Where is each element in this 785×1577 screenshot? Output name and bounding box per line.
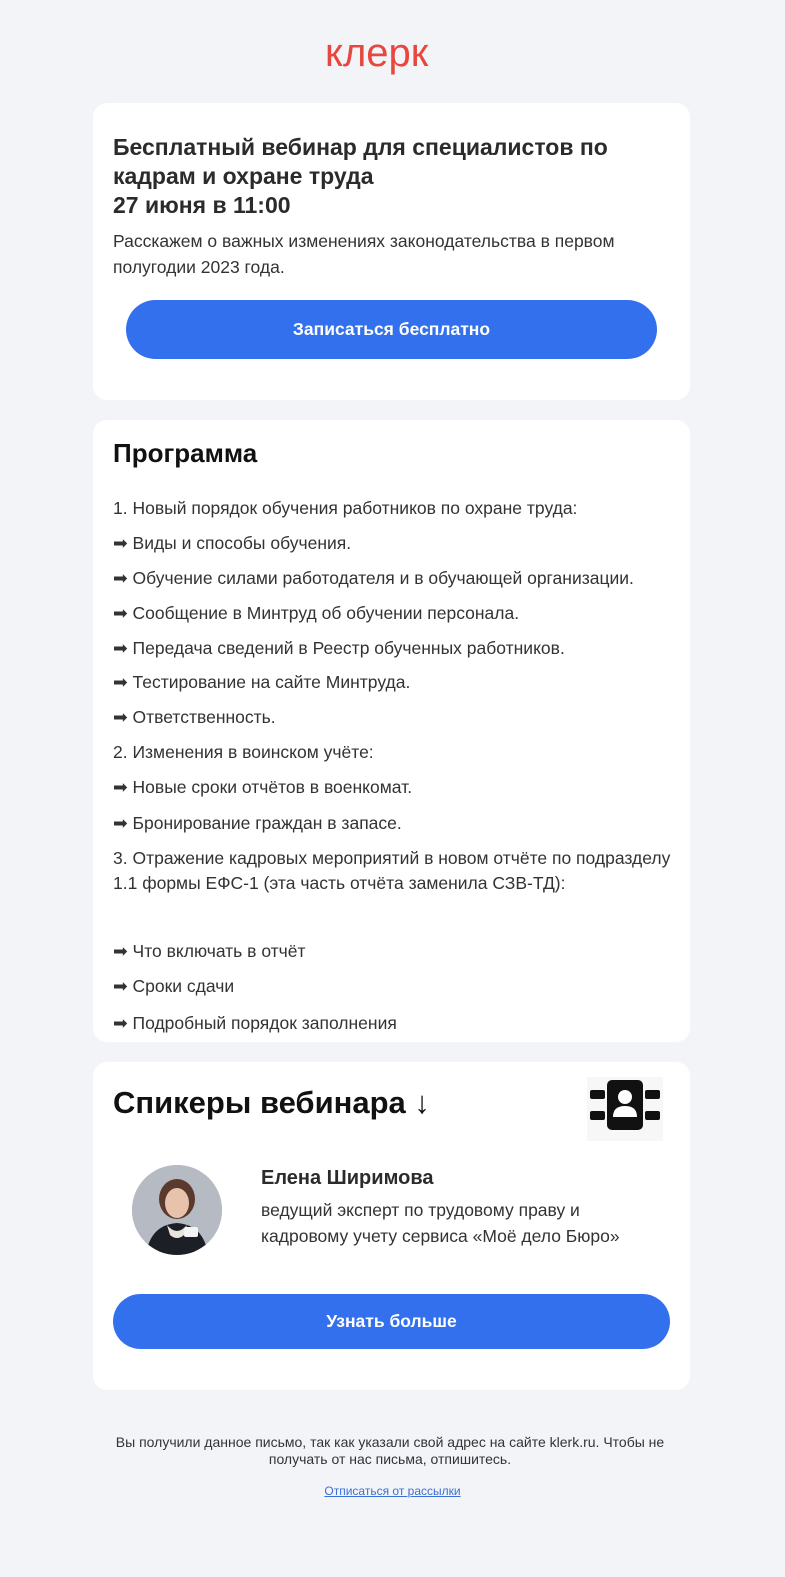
program-item: ➡ Сообщение в Минтруд об обучении персонала.	[113, 603, 520, 623]
unsubscribe-link[interactable]: Отписаться от рассылки	[324, 1484, 461, 1498]
learn-more-button[interactable]: Узнать больше	[113, 1294, 670, 1349]
register-free-button[interactable]: Записаться бесплатно	[126, 300, 657, 359]
speakers-card	[93, 1062, 690, 1390]
svg-text:клерк: клерк	[324, 31, 428, 75]
webinar-title	[113, 133, 670, 220]
title-line-1: Бесплатный вебинар для специалистов по	[113, 134, 608, 160]
program-item: 2. Изменения в воинском учёте:	[113, 742, 374, 762]
program-item: ➡ Виды и способы обучения.	[113, 533, 352, 553]
webinar-date: 27 июня в 11:00	[113, 192, 291, 218]
program-title: Программа	[113, 438, 258, 468]
program-item: ➡ Тестирование на сайте Минтруда.	[113, 672, 411, 692]
program-item: ➡ Сроки сдачи	[113, 976, 235, 996]
contacts-book-icon	[587, 1077, 663, 1141]
program-item: ➡ Ответственность.	[113, 707, 276, 727]
speakers-title: Спикеры вебинара ↓	[113, 1085, 430, 1120]
webinar-announcement-card	[93, 103, 690, 400]
program-item: ➡ Передача сведений в Реестр обученных работников.	[113, 638, 565, 658]
webinar-description: Расскажем о важных изменениях законодательства в первом полугодии 2023 года.	[113, 231, 615, 277]
program-item: ➡ Новые сроки отчётов в военкомат.	[113, 777, 413, 797]
logo-wordmark	[323, 24, 463, 82]
speaker-name: Елена Ширимова	[261, 1167, 434, 1189]
program-card	[93, 420, 690, 1042]
program-item: ➡ Бронирование граждан в запасе.	[113, 813, 402, 833]
program-item: ➡ Что включать в отчёт	[113, 941, 306, 961]
program-item: ➡ Обучение силами работодателя и в обучающей организации.	[113, 568, 634, 588]
speaker-role: ведущий эксперт по трудовому праву и кадровому учету сервиса «Моё дело Бюро»	[261, 1200, 620, 1246]
klerk-logo[interactable]	[0, 24, 785, 87]
title-line-2: кадрам и охране труда	[113, 163, 374, 189]
program-item: 1. Новый порядок обучения работников по охране труда:	[113, 498, 578, 518]
program-item: ➡ Подробный порядок заполнения	[113, 1013, 397, 1033]
speaker-avatar	[132, 1165, 222, 1255]
footer-notice: Вы получили данное письмо, так как указали свой адрес на сайте klerk.ru. Чтобы не получать от нас письма, отпишитесь.	[115, 1434, 665, 1467]
program-item: 3. Отражение кадровых мероприятий в новом отчёте по подразделу 1.1 формы ЕФС-1 (эта часть отчёта заменила СЗВ-ТД):	[113, 848, 671, 893]
